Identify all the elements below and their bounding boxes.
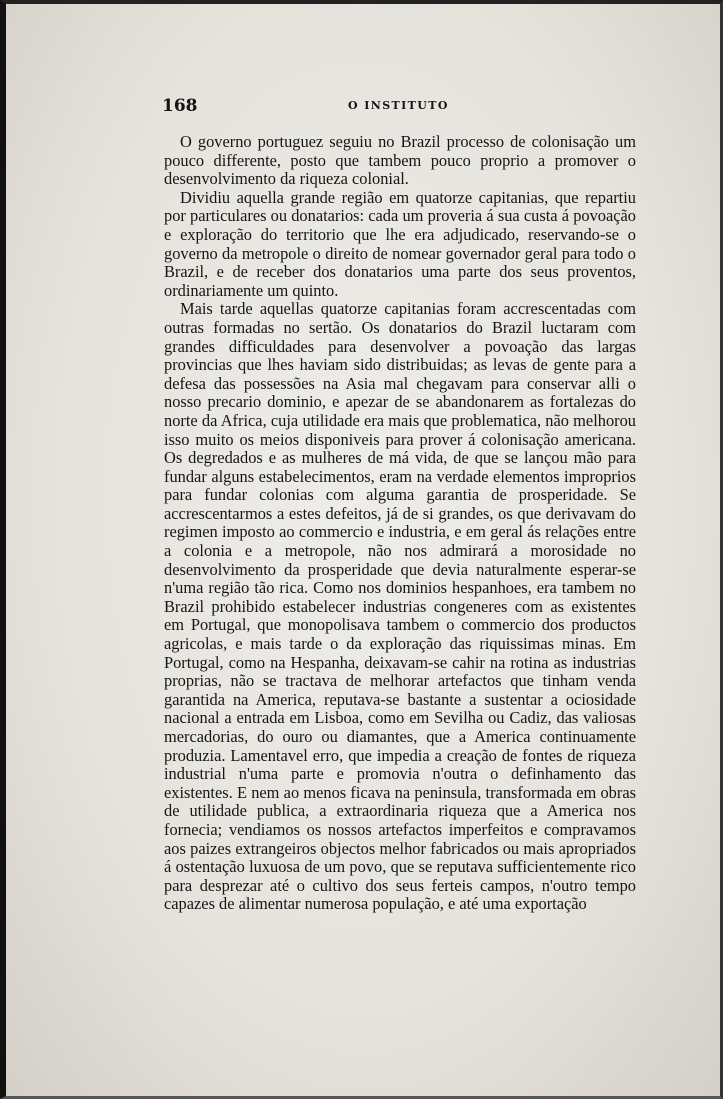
page-header <box>162 96 634 116</box>
page-number: 168 <box>162 96 198 116</box>
paragraph-2: Dividiu aquella grande região em quatorze capitanias, que repartiu por particulares ou donatarios: cada um proveria á sua custa á povoação e exploração do territorio que lhe era adjudicado, reservando-se o governo da metropole o direito de nomear governador geral para todo o Brazil, e de receber dos donatarios uma parte dos seus proventos, ordinariamente um quinto. <box>164 187 636 300</box>
body-text <box>164 133 636 914</box>
running-title: O INSTITUTO <box>348 99 449 112</box>
paragraph-3: Mais tarde aquellas quatorze capitanias foram accrescentadas com outras formadas no sertão. Os donatarios do Brazil luctaram com grandes difficuldades para desenvolver a povoação das largas provincias que lhes haviam sido distribuidas; as levas de gente para a defesa das possessões na Asia mal chegavam para conservar alli o nosso precario dominio, e apezar de se abandonarem as fortalezas do norte da Africa, cuja utilidade era mais que problematica, não melhorou isso muito os meios disponiveis para prover á colonisação americana. Os degredados e as mulheres de má vida, de que se lançou mão para fundar alguns estabelecimentos, eram na verdade elementos improprios para fundar colonias com alguma garantia de prosperidade. Se accrescentarmos a estes defeitos, já de si grandes, os que derivavam do regimen imposto ao commercio e industria, e em geral ás relações entre a colonia e a metropole, não nos admirará a morosidade no desenvolvimento da prosperidade que devia naturalmente esperar-se n'uma região tão rica. Como nos dominios hespanhoes, era tambem no Brazil prohibido estabelecer industrias congeneres com as existentes em Portugal, que monopolisava tambem o commercio dos productos agricolas, e mais tarde o da exploração das riquissimas minas. Em Portugal, como na Hespanha, deixavam-se cahir na rotina as industrias proprias, não se tractava de melhorar artefactos que tinham venda garantida na America, reputava-se bastante a sustentar a ociosidade nacional a entrada em Lisboa, como em Sevilha ou Cadiz, das valiosas mercadorias, do ouro ou diamantes, que a America continuamente produzia. Lamentavel erro, que impedia a creação de fontes de riqueza industrial n'uma parte e promovia n'outra o definhamento das existentes. E nem ao menos ficava na peninsula, transformada em obras de utilidade publica, a extraordinaria riqueza que a America nos fornecia; vendiamos os nossos artefactos imperfeitos e compravamos aos paizes extrangeiros objectos melhor fabricados ou mais apropriados á ostentação luxuosa de um povo, que se reputava sufficientemente rico para desprezar até o cultivo dos seus ferteis campos, n'outro tempo capazes de alimentar numerosa população, e até uma exportação <box>164 299 636 914</box>
paragraph-1: O governo portuguez seguiu no Brazil processo de colonisação um pouco differente, posto que tambem pouco proprio a promover o desenvolvimento da riqueza colonial. <box>164 132 636 189</box>
